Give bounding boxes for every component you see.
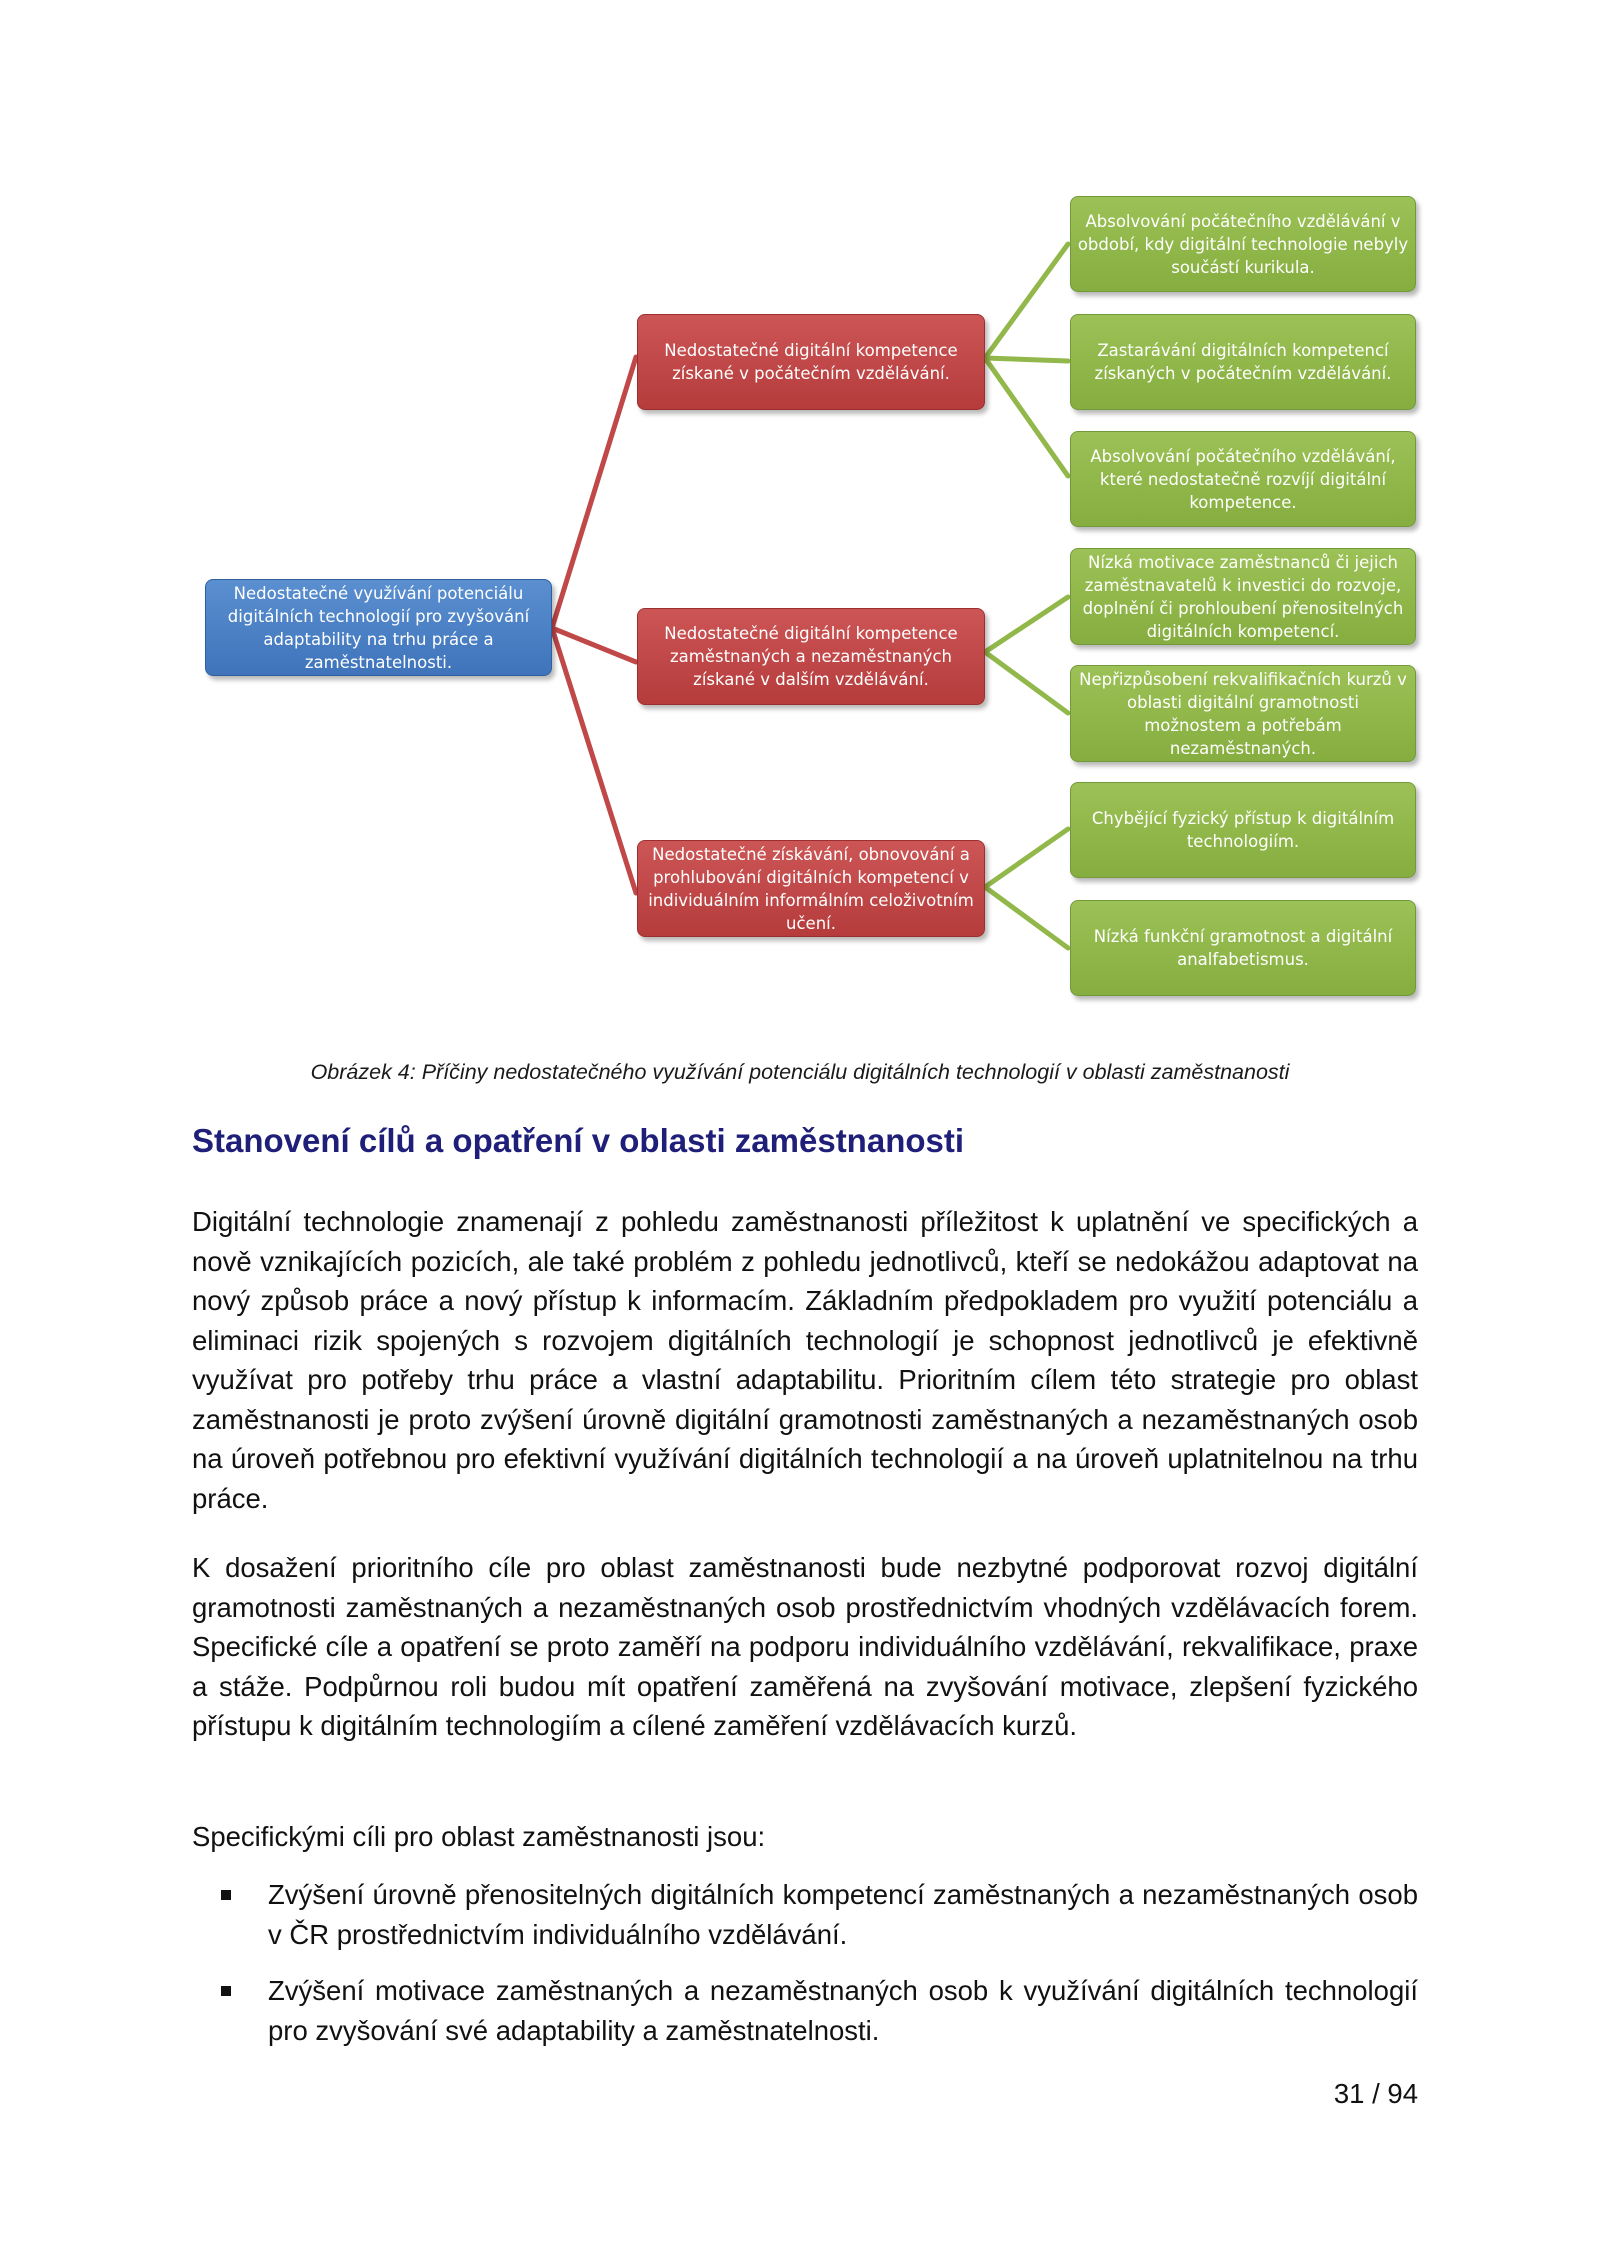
bullet-item-2 (268, 1971, 1418, 2050)
figure-caption: Obrázek 4: Příčiny nedostatečného využívání potenciálu digitálních technologií v oblasti zaměstnanosti (310, 1060, 1290, 1084)
bullet-square-icon (221, 1986, 231, 1996)
page-number: 31 / 94 (1333, 2078, 1418, 2109)
cause-box-3-2: Nízká funkční gramotnost a digitální analfabetismus. (1070, 900, 1416, 996)
cause-box-3-1: Chybějící fyzický přístup k digitálním technologiím. (1070, 782, 1416, 878)
cause-box-1-1: Absolvování počátečního vzdělávání v období, kdy digitální technologie nebyly součástí kurikula. (1070, 196, 1416, 292)
bullet-text: Zvýšení motivace zaměstnaných a nezaměstnaných osob k využívání digitálních technologií pro zvyšování své adaptability a zaměstnatelnosti. (268, 1975, 1418, 2046)
connector-root-branch1 (552, 357, 636, 628)
connector-b3-c2 (985, 887, 1068, 948)
paragraph-1: Digitální technologie znamenají z pohledu zaměstnanosti příležitost k uplatnění ve specifických a nově vznikajících pozicích, ale také problém z pohledu jednotlivců, kteří se nedokážou adaptovat na nový způsob práce a nový přístup k informacím. Základním předpokladem pro využití potenciálu a eliminaci rizik spojených s rozvojem digitálních technologií je schopnost jednotlivců je efektivně využívat pro potřeby trhu práce a vlastní adaptabilitu. Prioritním cílem této strategie pro oblast zaměstnanosti je proto zvýšení úrovně digitální gramotnosti zaměstnaných a nezaměstnaných osob na úroveň potřebnou pro efektivní využívání digitálních technologií a na úroveň uplatnitelnou na trhu práce. (192, 1206, 1418, 1514)
cause-box-2-1: Nízká motivace zaměstnanců či jejich zaměstnavatelů k investici do rozvoje, doplnění či prohloubení přenositelných digitálních kompetencí. (1070, 548, 1416, 645)
cause-box-1-2: Zastarávání digitálních kompetencí získaných v počátečním vzdělávání. (1070, 314, 1416, 410)
connector-b1-c3 (985, 358, 1068, 476)
paragraph-3: Specifickými cíli pro oblast zaměstnanosti jsou: (192, 1821, 766, 1852)
branch-box-further-education: Nedostatečné digitální kompetence zaměstnaných a nezaměstnaných získané v dalším vzdělávání. (637, 608, 985, 705)
cause-box-1-3: Absolvování počátečního vzdělávání, které nedostatečně rozvíjí digitální kompetence. (1070, 431, 1416, 527)
causes-diagram (0, 0, 1600, 1020)
paragraph-2: K dosažení prioritního cíle pro oblast zaměstnanosti bude nezbytné podporovat rozvoj digitální gramotnosti zaměstnaných a nezaměstnaných osob prostřednictvím vhodných vzdělávacích forem. Specifické cíle a opatření se proto zaměří na podporu individuálního vzdělávání, rekvalifikace, praxe a stáže. Podpůrnou roli budou mít opatření zaměřená na zvyšování motivace, zlepšení fyzického přístupu k digitálním technologiím a cílené zaměření vzdělávacích kurzů. (192, 1552, 1418, 1741)
bullet-item-1 (268, 1875, 1418, 1954)
connector-b2-c1 (985, 597, 1068, 652)
connector-root-branch2 (552, 628, 636, 662)
bullet-text: Zvýšení úrovně přenositelných digitálních kompetencí zaměstnaných a nezaměstnaných osob v ČR prostřednictvím individuálního vzdělávání. (268, 1879, 1418, 1950)
connector-b1-c1 (985, 244, 1068, 358)
connector-root-branch3 (552, 628, 636, 893)
section-heading: Stanovení cílů a opatření v oblasti zaměstnanosti (192, 1122, 965, 1159)
connector-b3-c1 (985, 829, 1068, 887)
root-cause-box: Nedostatečné využívání potenciálu digitálních technologií pro zvyšování adaptability na trhu práce a zaměstnatelnosti. (205, 579, 552, 676)
bullet-square-icon (221, 1890, 231, 1900)
connector-b2-c2 (985, 652, 1068, 713)
cause-box-2-2: Nepřizpůsobení rekvalifikačních kurzů v oblasti digitální gramotnosti možnostem a potřebám nezaměstnaných. (1070, 665, 1416, 762)
connector-b1-c2 (985, 358, 1068, 361)
branch-box-informal-learning: Nedostatečné získávání, obnovování a prohlubování digitálních kompetencí v individuálním informálním celoživotním učení. (637, 840, 985, 937)
branch-box-initial-education: Nedostatečné digitální kompetence získané v počátečním vzdělávání. (637, 314, 985, 410)
